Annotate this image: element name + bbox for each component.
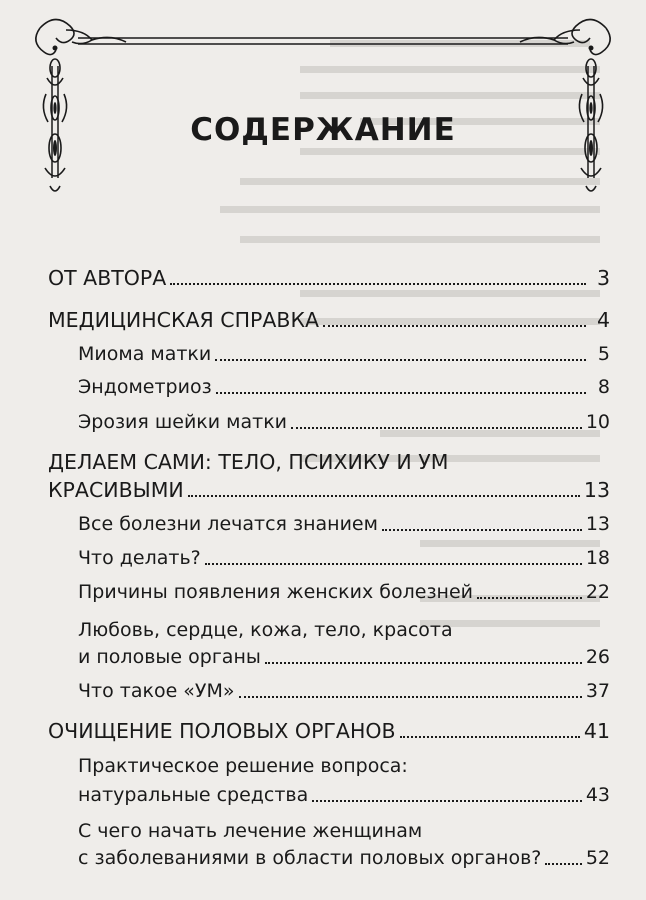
toc-entry-medicinskaya-spravka[interactable] <box>48 308 610 332</box>
toc-page-number: 18 <box>585 547 610 569</box>
corner-ornament-right <box>520 19 610 191</box>
toc-page-number: 3 <box>596 266 610 290</box>
toc-page-number: 13 <box>583 478 610 502</box>
leader-dots <box>188 495 580 497</box>
toc-entry-mioma-matki[interactable] <box>78 342 610 366</box>
toc-page-number: 8 <box>597 376 610 398</box>
toc-entry-lyubov[interactable] <box>78 645 610 669</box>
toc-entry-prakticheskoe[interactable] <box>78 783 610 807</box>
toc-entry-title: Эрозия шейки матки <box>78 411 288 433</box>
toc-entry-eroziya[interactable] <box>78 410 610 434</box>
toc-page-number: 22 <box>585 581 610 603</box>
leader-dots <box>265 662 582 664</box>
toc-entry-title: натуральные средства <box>78 784 309 806</box>
toc-entry-title: с заболеваниями в области половых органов? <box>78 847 542 869</box>
toc-page-number: 52 <box>585 847 610 869</box>
toc-entry-title: Что делать? <box>78 547 201 569</box>
toc-entry-s-chego-nachat[interactable] <box>78 846 610 870</box>
toc-page-number: 37 <box>585 680 610 702</box>
page-title: СОДЕРЖАНИЕ <box>190 112 456 148</box>
toc-entry-ochishchenie[interactable] <box>48 719 610 743</box>
toc-page-number: 13 <box>585 513 610 535</box>
leader-dots <box>170 283 586 285</box>
toc-entry-vse-bolezni[interactable] <box>78 512 610 536</box>
toc-entry-title-line1: Практическое решение вопроса: <box>78 755 408 777</box>
toc-entry-title-line1: С чего начать лечение женщинам <box>78 820 423 842</box>
toc-page-number: 5 <box>597 343 610 365</box>
toc-entry-title: КРАСИВЫМИ <box>48 478 184 502</box>
toc-entry-title-line1: ДЕЛАЕМ САМИ: ТЕЛО, ПСИХИКУ И УМ <box>48 450 449 474</box>
toc-entry-title: Эндометриоз <box>78 376 212 398</box>
toc-entry-endometrioz[interactable] <box>78 375 610 399</box>
leader-dots <box>239 696 582 698</box>
toc-entry-title-line1: Любовь, сердце, кожа, тело, красота <box>78 619 453 641</box>
toc-page-number: 10 <box>585 411 610 433</box>
leader-dots <box>323 325 586 327</box>
toc-page-number: 43 <box>585 784 610 806</box>
corner-ornament-left <box>36 19 126 191</box>
leader-dots <box>382 529 582 531</box>
toc-page-number: 41 <box>583 719 610 743</box>
toc-entry-title: Все болезни лечатся знанием <box>78 513 378 535</box>
toc-entry-delaem-sami[interactable] <box>48 478 610 502</box>
toc-entry-title: МЕДИЦИНСКАЯ СПРАВКА <box>48 308 320 332</box>
toc-entry-title: и половые органы <box>78 646 261 668</box>
leader-dots <box>545 863 581 865</box>
leader-dots <box>477 597 582 599</box>
leader-dots <box>215 359 586 361</box>
toc-entry-ot-avtora[interactable] <box>48 266 610 290</box>
toc-entry-title: Что такое «УМ» <box>78 680 235 702</box>
toc-entry-chto-takoe-um[interactable] <box>78 679 610 703</box>
leader-dots <box>291 427 582 429</box>
toc-entry-prichiny[interactable] <box>78 580 610 604</box>
toc-entry-title: ОЧИЩЕНИЕ ПОЛОВЫХ ОРГАНОВ <box>48 719 396 743</box>
leader-dots <box>312 800 582 802</box>
toc-entry-title: Миома матки <box>78 343 212 365</box>
toc-entry-title: Причины появления женских болезней <box>78 581 474 603</box>
leader-dots <box>400 736 580 738</box>
toc-page-number: 26 <box>585 646 610 668</box>
toc-page-number: 4 <box>596 308 610 332</box>
leader-dots <box>205 563 582 565</box>
leader-dots <box>216 392 586 394</box>
toc-entry-chto-delat[interactable] <box>78 546 610 570</box>
toc-entry-title: ОТ АВТОРА <box>48 266 167 290</box>
